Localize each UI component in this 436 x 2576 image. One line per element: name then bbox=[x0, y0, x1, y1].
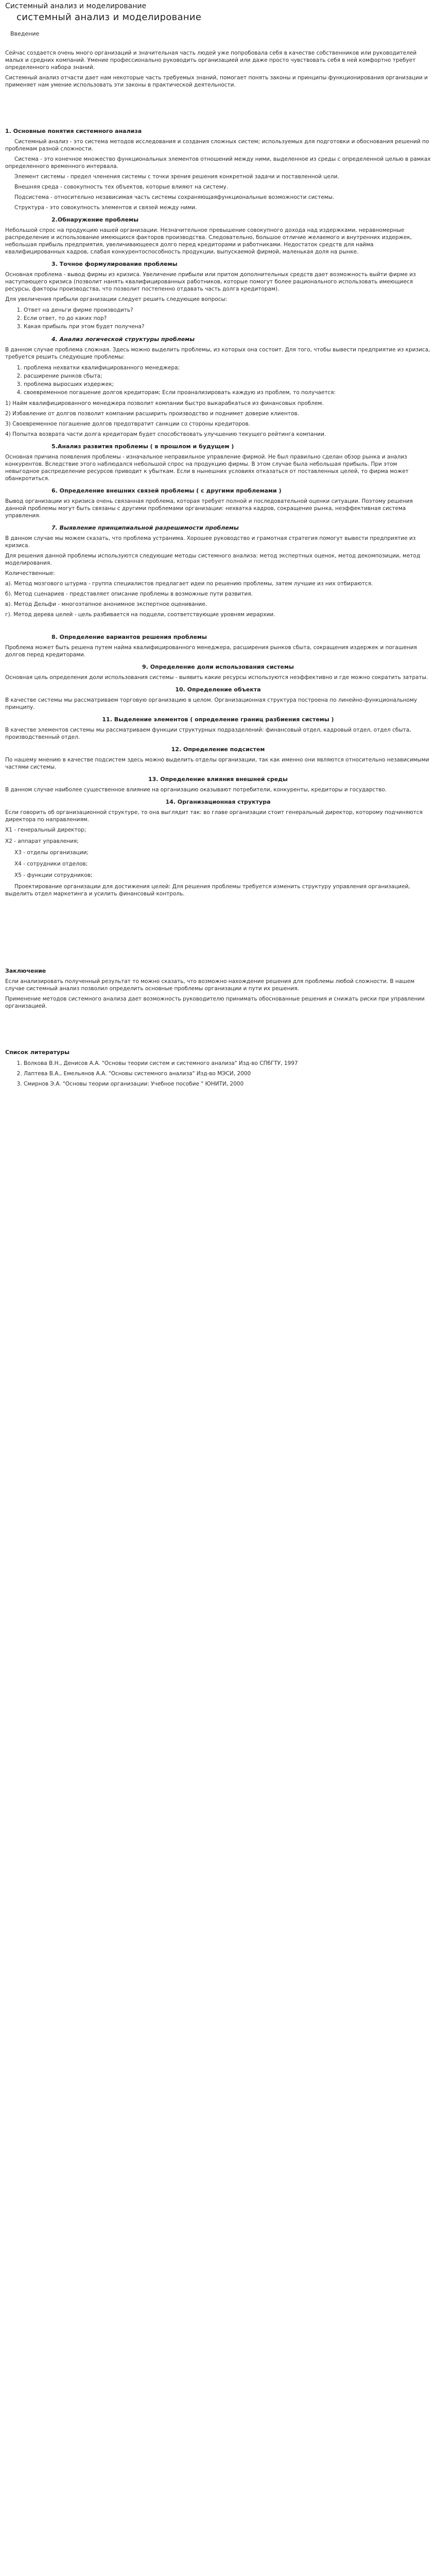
paragraph: Применение методов системного анализа дает возможность руководителю принимать обоснованные решения и снижать риски при управлении организацией. bbox=[5, 996, 425, 1009]
section-title: 2.Обнаружение проблемы bbox=[51, 216, 139, 223]
section-title: 8. Определение вариантов решения проблемы bbox=[51, 634, 207, 640]
paragraph: Для решения данной проблемы используются следующие методы системного анализа: метод экспертных оценок, метод декомпозиции, метод моделирования. bbox=[5, 553, 421, 566]
structure-item: Х2 - аппарат управления; bbox=[5, 838, 79, 844]
section-title: 12. Определение подсистем bbox=[171, 746, 265, 753]
paragraph: Основная цель определения доли использования системы - выявить какие ресурсы используются неэффективно и где можно сократить затраты. bbox=[5, 674, 428, 681]
list-item: 2. Если ответ, то до каких пор? bbox=[24, 314, 431, 323]
paragraph: Элемент системы - предел членения системы с точки зрения решения конкретной задачи и поставленной цели. bbox=[14, 174, 339, 180]
paragraph: Подсистема - относительно независимая часть системы сохраняющаяфункциональные возможности системы. bbox=[14, 194, 335, 200]
paragraph: в). Метод Дельфи - многоэтапное анонимное экспертное оценивание. bbox=[5, 601, 207, 607]
bibliography-title: Список литературы bbox=[5, 1049, 70, 1056]
structure-item: Х4 - сотрудники отделов; bbox=[14, 861, 88, 867]
paragraph: 2) Избавление от долгов позволит компании расширить производство и поднимет доверие клиентов. bbox=[5, 411, 299, 417]
paragraph: Основная проблема - вывод фирмы из кризиса. Увеличение прибыли или притом дополнительных средств дает возможность выйти фирме из наступающего кризиса (позволит нанять квалифицированных работников, которые помогут более рационального использовать имеющиеся ресурсы, факторы производства, что позволит постепенно отдавать часть долга кредиторам). bbox=[5, 272, 416, 292]
intro-paragraph: Системный анализ отчасти дает нам некоторые часть требуемых знаний, помогает понять законы и принципы функционирования организации и применяет нам умение использовать эти законы в практической деятельности. bbox=[5, 75, 428, 88]
section-title: 10. Определение объекта bbox=[175, 686, 261, 693]
intro-paragraph: Сейчас создается очень много организаций и значительная часть людей уже попробовала себя в качестве собственников или руководителей малых и средних компаний. Умение профессионально руководить организацией или даже просто чувствовать себя в ней комфортно требует определенного набора знаний. bbox=[5, 50, 417, 71]
conclusion-title: Заключение bbox=[5, 968, 46, 974]
paragraph: г). Метод дерева целей - цель разбивается на подцели, соответствующие уровням иерархии. bbox=[5, 612, 275, 618]
paragraph: В качестве элементов системы мы рассматриваем функции структурных подразделений: финансовый отдел, кадровый отдел, отдел сбыта, производственный отдел. bbox=[5, 727, 411, 740]
section-title: 6. Определение внешних связей проблемы ( с другими проблемами ) bbox=[51, 487, 282, 494]
paragraph: 1) Найм квалифицированного менеджера позволит компании быстро выкарабкаться из финансовых проблем. bbox=[5, 400, 324, 406]
paragraph: Система - это конечное множество функциональных элементов отношений между ними, выделенное из среды с определенной целью в рамках определенного временного интервала. bbox=[5, 156, 431, 170]
paragraph: В данном случае проблема сложная. Здесь можно выделить проблемы, из которых она состоит. Для того, чтобы вывести предприятие из кризиса, требуется решить следующие проблемы: bbox=[5, 347, 430, 360]
paragraph: б). Метод сценариев - представляет описание проблемы в возможные пути развития. bbox=[5, 591, 253, 597]
section-title: 5.Анализ развития проблемы ( в прошлом и будущем ) bbox=[51, 443, 234, 450]
section-title: 11. Выделение элементов ( определение границ разбиения системы ) bbox=[102, 716, 334, 723]
paragraph: а). Метод мозгового штурма - группа специалистов предлагает идеи по решению проблемы, затем лучшие из них отбираются. bbox=[5, 581, 373, 587]
paragraph: В качестве системы мы рассматриваем торговую организацию в целом. Организационная структура построена по линейно-функциональному принципу. bbox=[5, 697, 417, 710]
bibliography-list bbox=[5, 1059, 431, 1088]
paragraph: Для увеличения прибыли организации следует решить следующие вопросы: bbox=[5, 296, 228, 302]
paragraph: Если анализировать полученный результат то можно сказать, что возможно нахождение решения для проблемы любой сложности. В нашем случае системный анализ позволил определить основные проблемы организации и пути их решения. bbox=[5, 978, 415, 992]
bibliography-item: 3. Смирнов Э.А. "Основы теории организации: Учебное пособие " ЮНИТИ, 2000 bbox=[24, 1080, 431, 1088]
section-title: 14. Организационная структура bbox=[165, 799, 271, 805]
paragraph: Системный анализ - это система методов исследования и создания сложных систем; используемых для подготовки и обоснования решений по проблемам разной сложности. bbox=[5, 139, 429, 152]
intro-label: Введение bbox=[10, 30, 40, 37]
structure-item: Х5 - функции сотрудников; bbox=[14, 872, 93, 878]
section-title: 3. Точное формулирование проблемы bbox=[51, 261, 178, 267]
list-item: 2. расширение рынков сбыта; bbox=[24, 372, 431, 380]
paragraph: 4) Попытка возврата части долга кредиторам будет способствовать улучшению текущего рейтинга компании. bbox=[5, 431, 326, 437]
list-item: 4. своевременное погашение долгов кредиторам; Если проанализировать каждую из проблем, то получается: bbox=[24, 388, 431, 397]
list-item: 3. проблема выросших издержек; bbox=[24, 380, 431, 388]
section-title: 4. Анализ логической структуры проблемы bbox=[51, 336, 195, 343]
paragraph: 3) Своевременное погашение долгов предотвратит санкции со стороны кредиторов. bbox=[5, 421, 250, 427]
paragraph: В данном случае мы можем сказать, что проблема устранима. Хорошее руководство и грамотная стратегия помогут вывести предприятие из кризиса. bbox=[5, 535, 416, 549]
structure-item: Х1 - генеральный директор; bbox=[5, 827, 86, 833]
paragraph: В данном случае наиболее существенное влияние на организацию оказывают потребители, конкуренты, кредиторы и государство. bbox=[5, 787, 387, 793]
paragraph: Небольшой спрос на продукцию нашей организации. Незначительное превышение совокупного дохода над издержками, неравномерные распределение и использование имеющихся факторов производства. Следовательно, большое отличие желаемого и внутренних издержек, небольшая прибыль предприятия, увеличивающееся долго перед кредиторами и работниками. Недостаток средств для найма квалифицированных кадров, слабая конкурентоспособность продукции, выпускаемой фирмой, маленькая доля на рынке. bbox=[5, 227, 412, 255]
paragraph: Если говорить об организационной структуре, то она выглядит так: во главе организации стоит генеральный директор, которому подчиняются директора по направлениям. bbox=[5, 809, 423, 823]
section-title: 1. Основные понятия системного анализа bbox=[5, 128, 142, 134]
list-item: 1. Ответ на деньги фирме производить? bbox=[24, 306, 431, 314]
section-title: 9. Определение доли использования системы bbox=[142, 664, 294, 670]
problem-list bbox=[5, 364, 431, 397]
paragraph: По нашему мнению в качестве подсистем здесь можно выделить отделы организации, так как именно они являются относительно независимыми частями системы. bbox=[5, 757, 429, 770]
document-subtitle: системный анализ и моделирование bbox=[16, 12, 202, 23]
paragraph: Проблема может быть решена путем найма квалифицированного менеджера, расширения рынков сбыта, сокращения издержек и погашения долгов перед кредиторами. bbox=[5, 645, 417, 658]
list-item: 1. проблема нехватки квалифицированного менеджера; bbox=[24, 364, 431, 372]
paragraph: Проектирование организации для достижения целей: Для решения проблемы требуется изменить структуру управления организацией, выделить отдел маркетинга и усилить финансовый контроль. bbox=[5, 884, 410, 897]
paragraph: Вывод организации из кризиса очень связанная проблема, которая требует полной и последовательной оценки ситуации. Поэтому решения данной проблемы могут быть связаны с другими проблемами организации: нехватка кадров, сокращение рынка, неэффективная система управления. bbox=[5, 498, 413, 519]
paragraph: Основная причина появления проблемы - изначальное неправильное управление фирмой. Не был правильно сделан обзор рынка и анализ конкурентов. Вследствие этого наблюдался небольшой спрос на продукцию фирмы. В этом случае была небольшая прибыль. При этом невыгодное распределение ресурсов приводит к убыткам. Если в нынешних условиях отказаться от поставленных целей, то фирма может обанкротиться. bbox=[5, 454, 409, 482]
document-page bbox=[0, 2, 436, 1100]
bibliography-item: 2. Лаптева В.А., Емельянов А.А. "Основы системного анализа" Изд-во МЭСИ, 2000 bbox=[24, 1070, 431, 1078]
paragraph: Количественные: bbox=[5, 570, 55, 577]
section-title: 13. Определение влияния внешней среды bbox=[148, 776, 288, 783]
section-title: 7. Выявление принципиальной разрешимости проблемы bbox=[51, 524, 239, 531]
structure-item: Х3 - отделы организации; bbox=[14, 850, 89, 856]
bibliography-item: 1. Волкова В.Н., Денисов А.А. "Основы теории систем и системного анализа" Изд-во СПбГТУ, 1997 bbox=[24, 1059, 431, 1067]
document-title: Системный анализ и моделирование bbox=[5, 2, 147, 10]
paragraph: Структура - это совокупность элементов и связей между ними. bbox=[14, 205, 197, 211]
paragraph: Внешняя среда - совокупность тех объектов, которые влияют на систему. bbox=[14, 184, 229, 190]
question-list bbox=[5, 306, 431, 331]
list-item: 3. Какая прибыль при этом будет получена? bbox=[24, 323, 431, 331]
